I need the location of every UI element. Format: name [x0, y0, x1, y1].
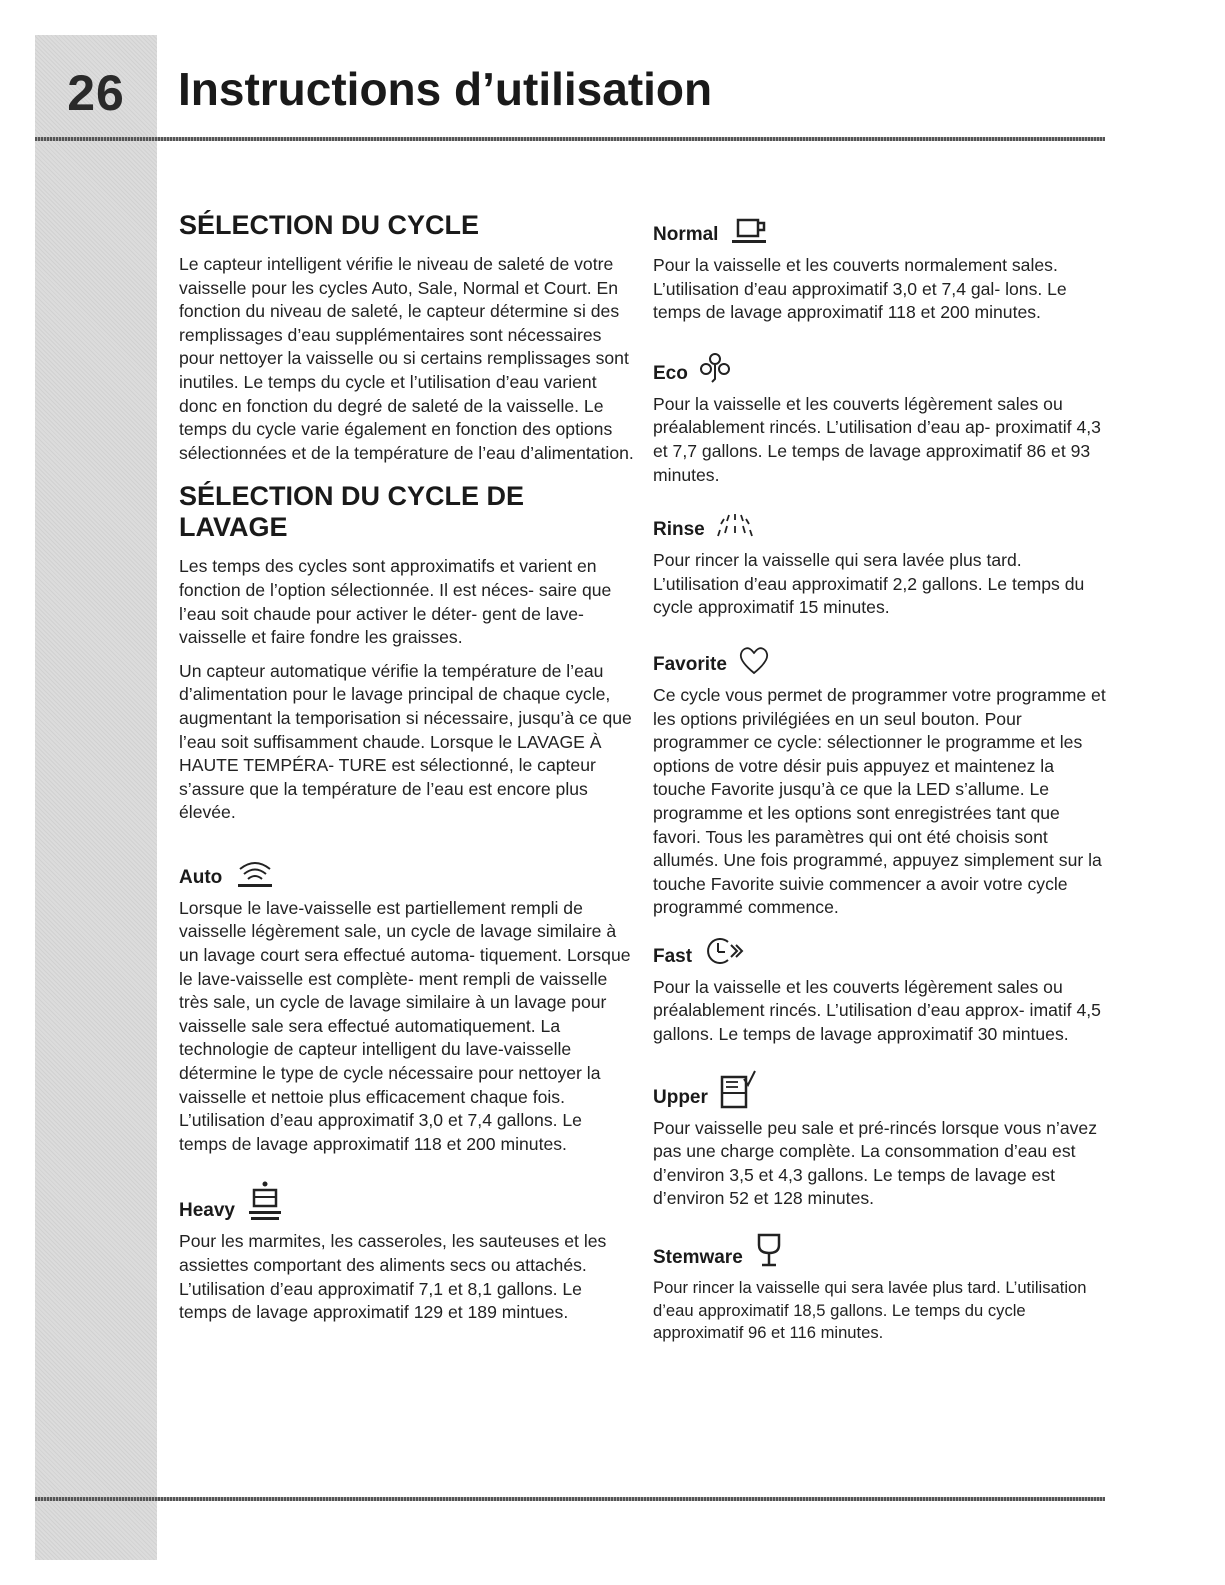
wash-cycle-text-1: Les temps des cycles sont approximatifs et varient en fonction de l’option sélectionnée. Il est néces- saire que l’eau soit chaude pour activer le déter- gent de lave-vaisselle et faire fondre les graisses. — [179, 556, 612, 648]
cycle-fast-text: Pour la vaisselle et les couverts légèrement sales ou préalablement rincés. L’utilisation d’eau approx- imatif 4,5 gallons. Le temps de lavage approximatif 30 mintues. — [653, 976, 1101, 1045]
eco-leaf-icon — [698, 351, 732, 385]
cycle-favorite-text: Ce cycle vous permet de programmer votre programme et les options privilégiées en un seul bouton. Pour programmer ce cycle: sélectionner le programme et les options de votre désir puis appuyez et maintenez la touche Favorite jusqu’à ce que la LED s’allume. Le programme et les options sont enregistrées tant que favori. Tous les paramètres qui ont été choisis sont allumés. Une fois programmé, appuyez simplement sur la touche Favorite suivie commencer a avoir votre cycle programmé commence. — [653, 684, 1106, 918]
cycle-eco-name: Eco — [653, 362, 688, 384]
bottom-rule — [35, 1497, 1105, 1501]
top-rule — [35, 137, 1105, 141]
cycle-rinse-header — [653, 511, 1108, 541]
cycle-heavy-name: Heavy — [179, 1200, 235, 1222]
side-band — [35, 35, 157, 1560]
cycle-fast-name: Fast — [653, 945, 693, 967]
cup-icon — [728, 216, 772, 246]
cycle-eco-text: Pour la vaisselle et les couverts légèrement sales ou préalablement rincés. L’utilisation d’eau ap- proximatif 4,3 et 7,7 gallons. Le temps de lavage approximatif 86 et 93 minutes. — [653, 393, 1101, 485]
cycle-stemware-header — [653, 1231, 1108, 1269]
cycle-fast-header — [653, 934, 1108, 968]
cycle-heavy-text: Pour les marmites, les casseroles, les sauteuses et les assiettes comportant des aliments secs ou attachés. L’utilisation d’eau approximatif 7,1 et 8,1 gallons. Le temps de lavage approximatif 129 et 189 mintues. — [179, 1231, 607, 1323]
cycle-eco-header — [653, 351, 1108, 385]
pot-icon — [245, 1180, 285, 1222]
fast-clock-icon — [702, 934, 746, 968]
cycle-selection-text: Le capteur intelligent vérifie le niveau de saleté de votre vaisselle pour les cycles Auto, Sale, Normal et Court. En fonction du niveau de saleté, le capteur détermine si des remplissages d’eau supplémentaires sont nécessaires pour nettoyer la vaisselle ou si certains remplissages sont inutiles. Le temps du cycle et l’utilisation d’eau varient donc en fonction du degré de saleté de la vaisselle. Le temps du cycle varie également en fonction des options sélectionnées et de la température de l’eau d’alimentation. — [179, 254, 634, 463]
upper-rack-icon — [718, 1069, 758, 1109]
section-heading-wash-cycle-selection: SÉLECTION DU CYCLE DE LAVAGE — [179, 481, 525, 543]
cycle-upper-name: Upper — [653, 1086, 708, 1108]
cycle-upper-header — [653, 1069, 1108, 1109]
page-title: Instructions d’utilisation — [178, 63, 713, 115]
cycle-favorite-header — [653, 644, 1108, 676]
cycle-favorite-name: Favorite — [653, 653, 727, 675]
cycle-normal-text: Pour la vaisselle et les couverts normalement sales. L’utilisation d’eau approximatif 3,0 et 7,4 gal- lons. Le temps de lavage approximatif 118 et 200 minutes. — [653, 255, 1067, 323]
cycle-normal-name: Normal — [653, 224, 719, 245]
auto-sensor-icon — [232, 855, 278, 889]
wash-cycle-text-2: Un capteur automatique vérifie la température de l’eau d’alimentation pour le lavage principal de chaque cycle, augmentant la temporisation si nécessaire, jusqu’à ce que l’eau soit suffisamment chaude. Lorsque le LAVAGE À HAUTE TEMPÉRA- TURE est sélectionné, le capteur s’assure que la température de l’eau est encore plus élevée. — [179, 660, 632, 823]
cycle-stemware-text: Pour rincer la vaisselle qui sera lavée plus tard. L’utilisation d’eau approximatif 18,5 gallons. Le temps du cycle approximatif 96 et 116 minutes. — [653, 1278, 1087, 1343]
cycle-heavy-header — [179, 1180, 634, 1222]
cycle-normal-header — [653, 216, 1108, 246]
page-number: 26 — [67, 65, 125, 121]
cycle-stemware-name: Stemware — [653, 1247, 743, 1269]
left-column — [179, 210, 634, 1335]
cycle-auto-text: Lorsque le lave-vaisselle est partiellement rempli de vaisselle légèrement sale, un cycle de lavage similaire à un lavage court sera effectué automa- tiquement. Lorsque le lave-vaisselle est complète- ment rempli de vaisselle très sale, un cycle de lavage similaire à un lavage pour vaisselle sale sera effectué automatiquement. La technologie de capteur intelligent du lave-vaisselle détermine le type de cycle nécessaire pour nettoyer la vaisselle et nettoie plus efficacement chaque fois. L’utilisation d’eau approximatif 3,0 et 7,4 gallons. Le temps de lavage approximatif 118 et 200 minutes. — [179, 897, 631, 1154]
cycle-rinse-text: Pour rincer la vaisselle qui sera lavée plus tard. L’utilisation d’eau approximatif 2,2 gallons. Le temps du cycle approximatif 15 minutes. — [653, 550, 1085, 618]
section-heading-cycle-selection: SÉLECTION DU CYCLE — [179, 210, 480, 240]
cycle-rinse-name: Rinse — [653, 519, 705, 541]
right-column — [653, 210, 1108, 1355]
cycle-upper-text: Pour vaisselle peu sale et pré-rincés lorsque vous n’avez pas une charge complète. La consommation d’eau est d’environ 3,5 et 4,3 gallons. Le temps de lavage est d’environ 52 et 128 minutes. — [653, 1117, 1097, 1209]
spray-icon — [715, 511, 755, 541]
wine-glass-icon — [753, 1231, 785, 1269]
cycle-auto-name: Auto — [179, 866, 223, 888]
heart-icon — [737, 644, 771, 676]
cycle-auto-header — [179, 855, 634, 889]
